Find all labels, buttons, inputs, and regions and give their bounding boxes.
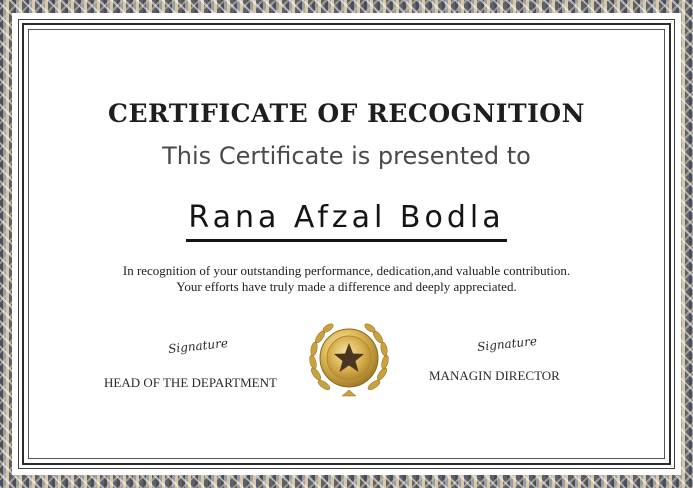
role-managing-director: MANAGIN DIRECTOR [429, 368, 560, 383]
recipient-name: Rana Afzal Bodla [186, 199, 506, 242]
message-line-2: Your efforts have truly made a difference and deeply appreciated. [176, 279, 517, 294]
certificate-title: CERTIFICATE OF RECOGNITION [108, 99, 585, 128]
signature-left: Signature [167, 335, 229, 357]
recipient-block [28, 199, 665, 242]
role-head-of-department: HEAD OF THE DEPARTMENT [104, 375, 277, 390]
recognition-message [58, 263, 635, 295]
message-line-1: In recognition of your outstanding performance, dedication,and valuable contribution. [122, 263, 571, 278]
signature-right: Signature [476, 333, 538, 355]
star-medal-icon [306, 316, 392, 402]
presented-to-text: This Certificate is presented to [162, 142, 531, 170]
certificate-content [28, 29, 665, 459]
